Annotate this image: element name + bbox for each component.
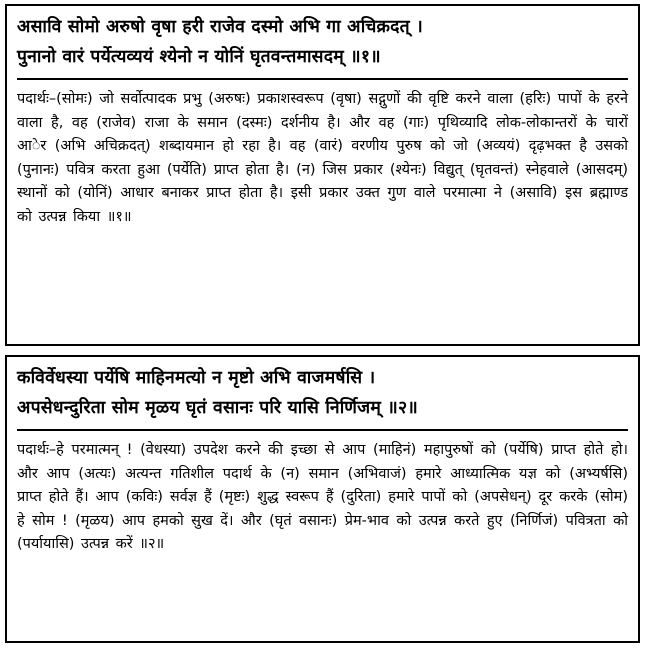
commentary-1 [17,88,628,229]
mantra-text-1 [17,14,628,71]
divider-rule-1 [17,78,628,80]
divider-rule-2 [17,429,628,431]
mantra-text-2 [17,365,628,422]
commentary-paragraph-2: पदार्थः–हे परमात्मन् ! (वेधस्या) उपदेश करने की इच्छा से आप (माहिनं) महापुरुषाें काे (पर्येषि) प्राप्त हाेते हाे। और आप (अत्यः) अत्यन्त गतिशील पदार्थ के (न) समान (अभिवाजं) हमारे आध्यात्मिक यज्ञ काे (अभ्यर्षसि) प्राप्त हाेते हैं। आप (कविः) सर्वज्ञ हैं (मृष्टः) शुद्ध स्वरूप हैं (दुरिता) हमारे पापाें काे (अपसेधन्) दूर करके (साेम) हे साेम ! (मृळय) आप हमकाे सुख दें। और (घृतं वसानः) प्रेम-भाव काे उत्पन्न करते हुए (निर्णिजं) पवित्रता काे (पर्यायासि) उत्पन्न करें ॥२॥ [17,442,628,553]
commentary-2 [17,439,628,556]
commentary-paragraph-1: पदार्थः–(साेमः) जाे सर्वाेत्पादक प्रभु (अरुषः) प्रकाशस्वरूप (वृषा) सद्गुणाें की वृष्टि करने वाला (हरिः) पापाें के हरने वाला है, वह (राजेव) राजा के समान (दस्मः) दर्शनीय है। और वह (गाः) पृथिव्यादि लाेक-लाेकान्तराें के चाराें आेर (अभि अचिक्रदत्) शब्दायमान हाे रहा है। वह (वारं) वरणीय पुरुष काे जाे (अव्ययं) दृढ़भक्त है उसकाे (पुनानः) पवित्र करता हुआ (पर्येति) प्राप्त हाेता है। (न) जिस प्रकार (श्येनः) विद्युत् (घृतवन्तं) स्नेहवाले (आसदम्) स्थानाें काे (याेनिं) आधार बनाकर प्राप्त हाेता है। इसी प्रकार उक्त गुण वाले परमात्मा ने (असावि) इस ब्रह्माण्ड काे उत्पन्न किया ॥१॥ [17,91,628,225]
mantra-line-1a: असावि सोमाे अरुषाे वृषा हरी राजेव दस्माे अभि गा अचिक्रदत् । [17,17,423,37]
mantra-block-2 [5,355,640,643]
mantra-line-2b: अपसेधन्दुरिता साेम मृळय घृतं वसानः परि यासि निर्णिजम् ॥२॥ [17,398,418,419]
mantra-line-2a: कविर्वेधस्या पर्येषि माहिनमत्याे न मृष्टाे अभि वाजमर्षसि । [17,368,376,388]
mantra-block-1 [5,4,640,346]
mantra-line-1b: पुनानाे वारं पर्येत्यव्ययं श्येनाे न याेनिं घृतवन्तमासदम् ॥१॥ [17,47,381,68]
